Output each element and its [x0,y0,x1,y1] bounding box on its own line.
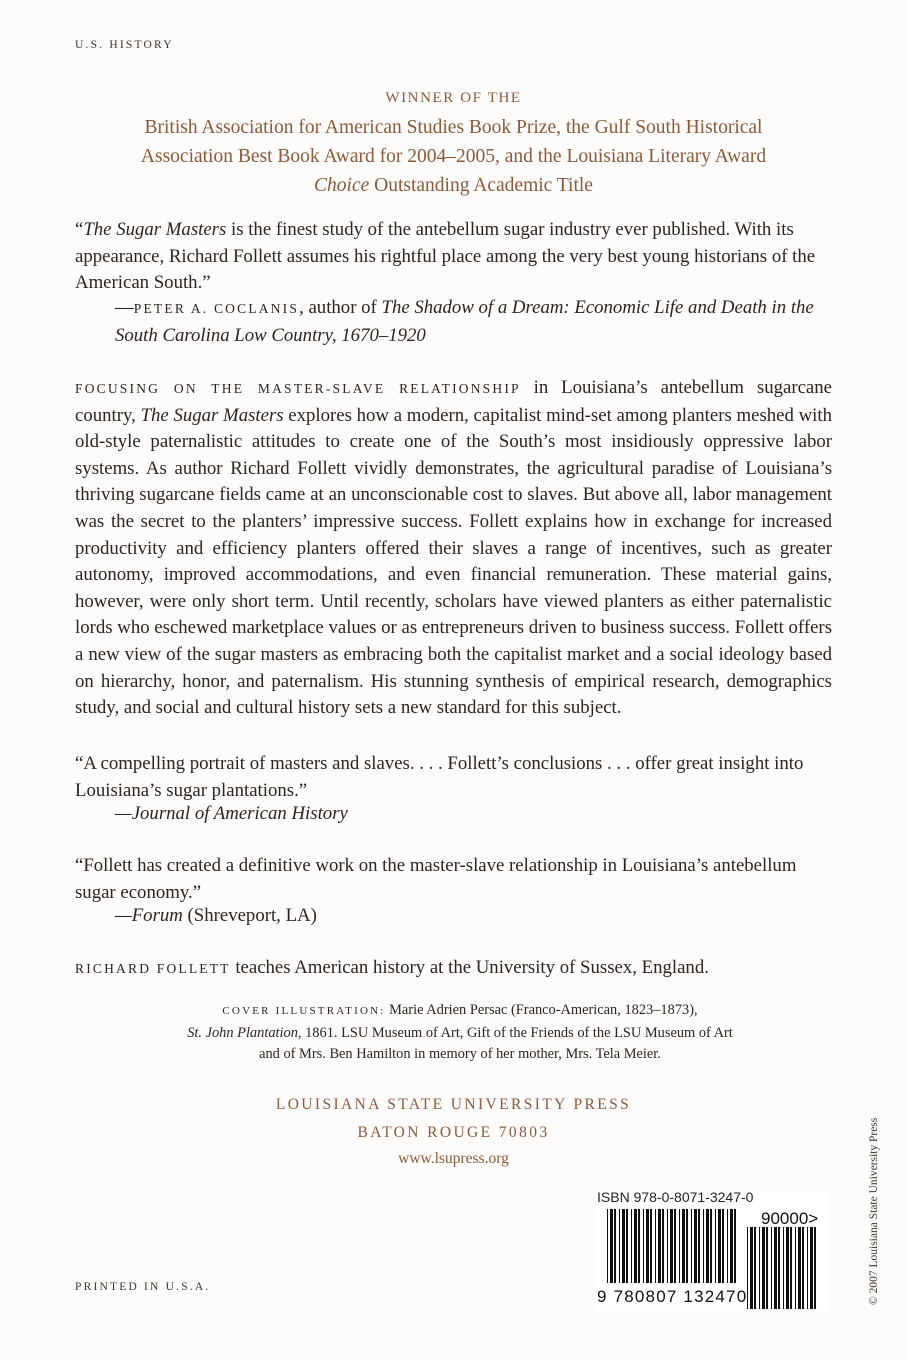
barcode-bar [715,1209,716,1283]
barcode-bar [646,1209,649,1283]
barcode-bar [667,1209,668,1283]
barcode-bar [614,1209,616,1283]
review-quote-3: “Follett has created a definitive work on the master-slave relationship in Louisiana’s antebellum sugar economy.” [75,855,797,903]
review-attribution-1: —PETER A. COCLANIS, author of The Shadow of a Dream: Economic Life and Death in the South Carolina Low Country, 1670–1920 [115,297,814,346]
author-name: RICHARD FOLLETT [75,961,231,976]
barcode-bar [691,1209,692,1283]
barcode-bar [759,1227,760,1309]
barcode-bar [650,1209,652,1283]
review-quote-2: “A compelling portrait of masters and slaves. . . . Follett’s conclusions . . . offer great insight into Louisiana’s sugar plantations.” [75,753,804,801]
barcode-bar [658,1209,661,1283]
barcode-bar [778,1227,780,1309]
award-choice-title: Outstanding Academic Title [369,175,593,196]
barcode-bar [802,1227,804,1309]
barcode-bar [750,1227,753,1309]
barcode-bar [622,1209,625,1283]
category-label: U.S. HISTORY [75,39,174,51]
barcode-bar [626,1209,628,1283]
publisher-url: www.lsupress.org [398,1150,509,1167]
barcode-bar [619,1209,620,1283]
barcode-bar [662,1209,664,1283]
barcode-bar [682,1209,685,1283]
barcode-bar [610,1209,613,1283]
barcode-digits: 9 780807 132470 [597,1287,748,1306]
barcode-bar [730,1209,733,1283]
barcode-bar [783,1227,784,1309]
review-quote-1: “The Sugar Masters is the finest study of the antebellum sugar industry ever published. With its appearance, Richard Follett assumes his rightful place among the very best young historians of the American South.” [75,219,816,294]
barcode-bar [698,1209,700,1283]
barcode-bar [634,1209,637,1283]
barcode-bar [754,1227,756,1309]
barcode-bar [718,1209,721,1283]
barcode-bar [686,1209,688,1283]
barcode-bar [706,1209,709,1283]
barcode-bar [790,1227,792,1309]
award-list [40,113,867,200]
copyright-notice: © 2007 Louisiana State University Press [868,1117,880,1305]
quote-text: is the finest study of the antebellum sugar industry ever published. With its appearance, Richard Follett assumes his rightful place among the very best young historians of the American South.” [75,219,816,294]
description-lead: FOCUSING ON THE MASTER-SLAVE RELATIONSHIP [75,381,521,396]
painting-title: St. John Plantation, [187,1024,302,1041]
barcode-bar [766,1227,768,1309]
barcode-bar [734,1209,736,1283]
barcode-bar [786,1227,789,1309]
barcode-bar [810,1227,813,1309]
award-heading: WINNER OF THE [385,90,522,106]
award-line: Association Best Book Award for 2004–2005, and the Louisiana Literary Award [140,146,767,167]
review-source-2: —Journal of American History [115,803,348,824]
barcode-bar [655,1209,656,1283]
barcode-bar [638,1209,640,1283]
publisher-name: LOUISIANA STATE UNIVERSITY PRESS [275,1096,632,1113]
reviewer-name: PETER A. COCLANIS [133,301,300,316]
barcode-bar [631,1209,632,1283]
barcode-bar [807,1227,808,1309]
isbn-label: ISBN 978-0-8071-3247-0 [597,1189,754,1205]
barcode-bar [710,1209,712,1283]
barcode-bar [722,1209,724,1283]
barcode-bar [814,1227,816,1309]
barcode-bar [703,1209,704,1283]
book-description: FOCUSING ON THE MASTER-SLAVE RELATIONSHIP in Louisiana’s antebellum sugarcane country, The Sugar Masters explores how a modern, capitalist mind-set among planters meshed with old-style paternalistic attitudes to create one of the South’s most insidiously oppressive labor systems. As author Richard Follett vividly demonstrates, the agricultural paradise of Louisiana’s thriving sugarcane fields came at an unconscionable cost to slaves. But above all, labor management was the secret to the planters’ impressive success. Follett explains how in exchange for increased productivity and efficiency planters offered their slaves a range of incentives, such as greater autonomy, improved accommodations, and even financial remuneration. These material gains, however, were only short term. Until recently, scholars have viewed planters as either paternalistic lords who eschewed marketplace values or as entrepreneurs driven to business success. Follett offers a new view of the sugar masters as embracing both the capitalist market and a social ideology based on hierarchy, honor, and paternalism. His stunning synthesis of empirical research, demographics study, and social and cultural history sets a new standard for this subject. [75,377,832,719]
barcode-bar [762,1227,765,1309]
reviewer-book: The Shadow of a Dream: Economic Life and Death in the South Carolina Low Country, 1670–1920 [115,297,814,346]
barcode-bar [798,1227,801,1309]
cover-credit-label: COVER ILLUSTRATION: [222,1005,386,1017]
award-choice: Choice [314,175,370,196]
barcode-bar [774,1227,777,1309]
barcode-price-code: 90000> [761,1209,819,1228]
award-line [40,171,867,200]
barcode-bar [795,1227,796,1309]
author-bio: RICHARD FOLLETT teaches American history at the University of Sussex, England. [75,957,709,978]
barcode-bar [727,1209,728,1283]
award-line: British Association for American Studies Book Prize, the Gulf South Historical [144,117,763,138]
cover-credit: COVER ILLUSTRATION: Marie Adrien Persac (Franco-American, 1823–1873), St. John Plantation, 1861. LSU Museum of Art, Gift of the Friends of the LSU Museum of Art and of Mrs. Ben Hamilton in memory of her mother, Mrs. Tela Meier. [187,1002,733,1062]
publisher-city: BATON ROUGE 70803 [357,1124,550,1141]
review-source-3: —Forum (Shreveport, LA) [115,905,317,926]
barcode-bar [607,1209,608,1283]
barcode-bar [643,1209,644,1283]
printed-in-label: PRINTED IN U.S.A. [75,1281,211,1293]
barcode-bar [674,1209,676,1283]
book-title: The Sugar Masters [140,404,284,426]
book-title: The Sugar Masters [83,219,227,240]
barcode-bar [679,1209,680,1283]
barcode-bar [771,1227,772,1309]
barcode-bar [670,1209,673,1283]
barcode-bar [694,1209,697,1283]
